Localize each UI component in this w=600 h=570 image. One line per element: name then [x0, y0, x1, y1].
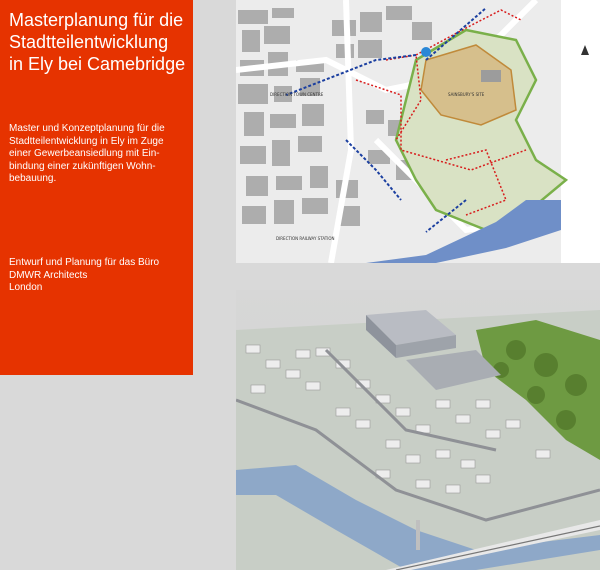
- info-panel: [0, 0, 193, 375]
- label-railway-station: DIRECTION RAILWAY STATION: [276, 236, 335, 241]
- description-line: bindung einer zukünftigen Wohn-: [9, 160, 156, 172]
- project-title: [9, 9, 191, 75]
- description-line: Stadtteilentwicklung in Ely im Zuge: [9, 135, 164, 147]
- credit-line: DMWR Architects: [9, 269, 88, 281]
- project-description: [9, 123, 189, 186]
- description-line: einer Gewerbeansiedlung mit Ein-: [9, 148, 160, 160]
- description-line: bebauung.: [9, 173, 57, 185]
- title-line: Masterplanung für die: [9, 10, 184, 30]
- title-line: Stadtteilentwicklung: [9, 32, 169, 52]
- project-credits: [9, 257, 189, 295]
- label-sainsburys-site: SAINSBURY'S SITE: [448, 92, 485, 97]
- label-town-centre: DIRECTION TOWN CENTRE: [270, 92, 324, 97]
- description-line: Master und Konzeptplanung für die: [9, 123, 165, 134]
- site-plan-image: [236, 0, 600, 263]
- credit-line: London: [9, 282, 43, 294]
- credit-line: Entwurf und Planung für das Büro: [9, 257, 160, 268]
- title-line: in Ely bei Camebridge: [9, 54, 186, 74]
- aerial-render-image: [236, 290, 600, 570]
